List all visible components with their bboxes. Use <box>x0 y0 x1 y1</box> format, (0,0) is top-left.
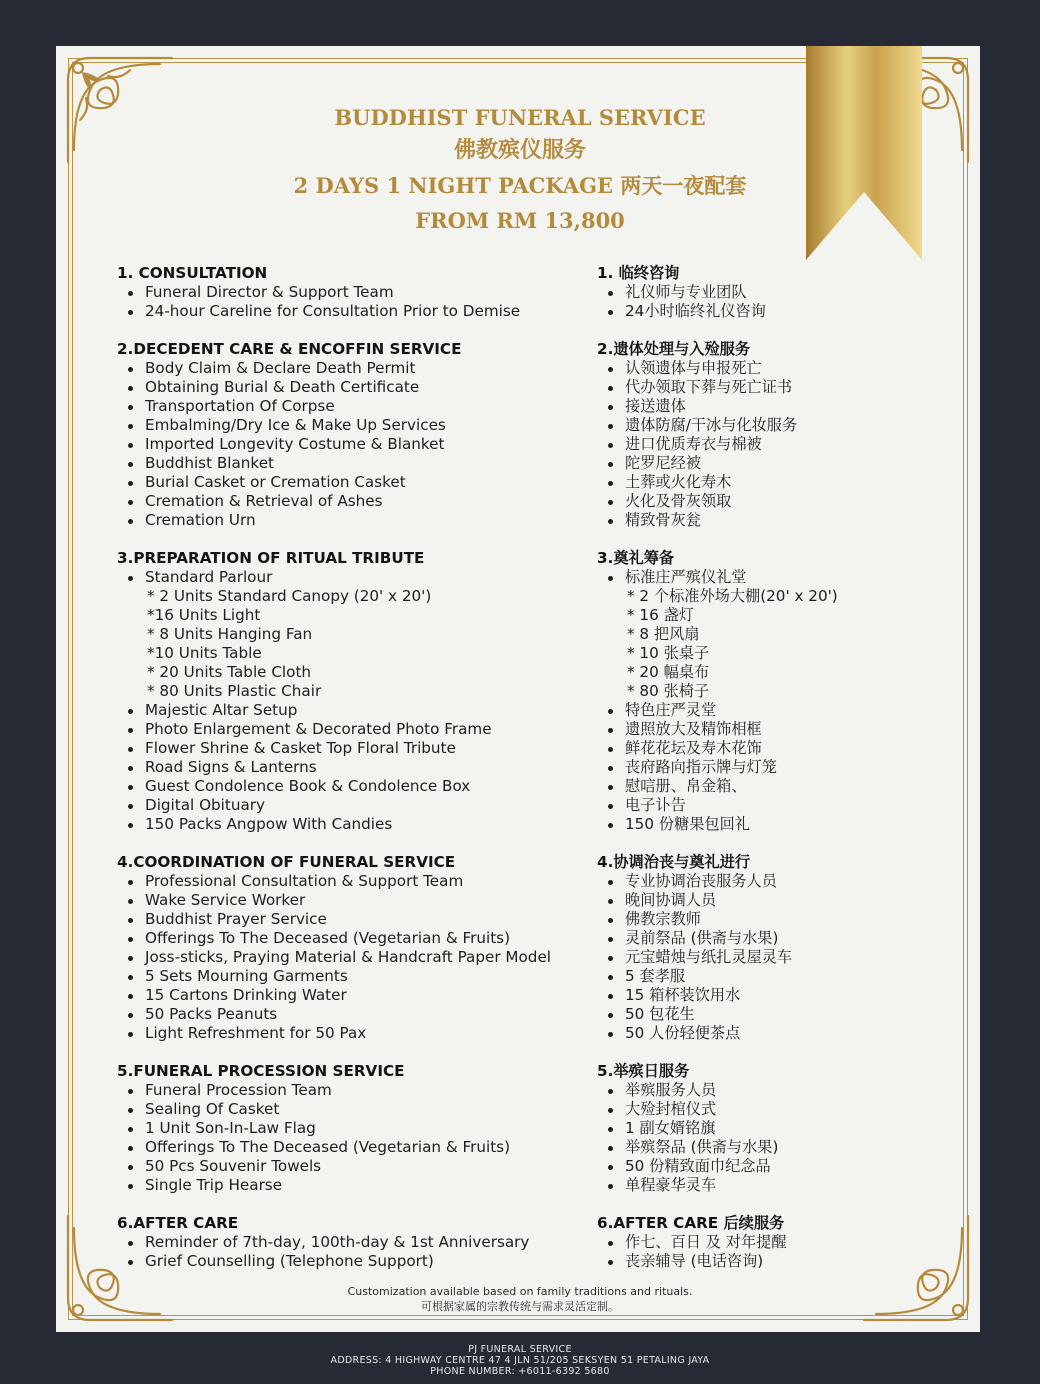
list-item: 标准庄严殡仪礼堂 <box>597 568 897 587</box>
section-list <box>117 283 597 321</box>
list-item: 50 份精致面巾纪念品 <box>597 1157 897 1176</box>
package-section <box>117 264 597 321</box>
list-item: 慰唁册、帛金箱、 <box>597 777 897 796</box>
section-list <box>117 359 597 530</box>
list-item: 遗照放大及精饰相框 <box>597 720 897 739</box>
list-item: 电子讣告 <box>597 796 897 815</box>
package-price: FROM RM 13,800 <box>415 208 625 233</box>
list-item: Professional Consultation & Support Team <box>117 872 597 891</box>
list-item: 遗体防腐/干冰与化妆服务 <box>597 416 897 435</box>
list-item: Guest Condolence Book & Condolence Box <box>117 777 597 796</box>
section-title: 2.DECEDENT CARE & ENCOFFIN SERVICE <box>117 340 462 358</box>
list-item: 150 Packs Angpow With Candies <box>117 815 597 834</box>
section-list <box>597 283 897 321</box>
list-item: 进口优质寿衣与棉被 <box>597 435 897 454</box>
package-section <box>117 853 597 1043</box>
list-item: 1 副女婿铭旗 <box>597 1119 897 1138</box>
list-item: 1 Unit Son-In-Law Flag <box>117 1119 597 1138</box>
section-title: 6.AFTER CARE <box>117 1214 239 1232</box>
list-item: 50 Pcs Souvenir Towels <box>117 1157 597 1176</box>
section-list <box>597 568 897 834</box>
list-item: Cremation & Retrieval of Ashes <box>117 492 597 511</box>
list-item: 单程豪华灵车 <box>597 1176 897 1195</box>
package-section <box>117 1214 597 1271</box>
list-item: Obtaining Burial & Death Certificate <box>117 378 597 397</box>
list-item: Majestic Altar Setup <box>117 701 597 720</box>
list-item: 50 人份轻便茶点 <box>597 1024 897 1043</box>
list-item: 土葬或火化寿木 <box>597 473 897 492</box>
list-item: 丧府路向指示牌与灯笼 <box>597 758 897 777</box>
section-list <box>117 568 597 834</box>
sub-list-item: * 80 Units Plastic Chair <box>147 682 322 700</box>
section-list <box>597 872 897 1043</box>
section-list <box>117 1233 597 1271</box>
sub-list-item: * 2 个标准外场大棚(20' x 20') <box>627 587 838 605</box>
list-item: 丧亲辅导 (电话咨询) <box>597 1252 897 1271</box>
package-section <box>597 340 897 530</box>
list-item: 精致骨灰瓮 <box>597 511 897 530</box>
section-title: 3.PREPARATION OF RITUAL TRIBUTE <box>117 549 425 567</box>
list-item: 接送遗体 <box>597 397 897 416</box>
list-item: 举殡服务人员 <box>597 1081 897 1100</box>
section-title: 6.AFTER CARE 后续服务 <box>597 1214 785 1232</box>
section-list <box>597 1233 897 1271</box>
package-section <box>597 1062 897 1195</box>
english-column <box>117 264 597 1290</box>
list-item: Imported Longevity Costume & Blanket <box>117 435 597 454</box>
sub-list-item: *16 Units Light <box>147 606 261 624</box>
sub-list-item: * 2 Units Standard Canopy (20' x 20') <box>147 587 432 605</box>
list-item: 作七、百日 及 对年提醒 <box>597 1233 897 1252</box>
list-item: Funeral Director & Support Team <box>117 283 597 302</box>
list-item: 专业协调治丧服务人员 <box>597 872 897 891</box>
list-item: Offerings To The Deceased (Vegetarian & Fruits) <box>117 929 597 948</box>
sub-list-item: * 16 盏灯 <box>627 606 694 624</box>
list-item: 大殓封棺仪式 <box>597 1100 897 1119</box>
company-address: ADDRESS: 4 HIGHWAY CENTRE 47 4 JLN 51/205 SEKSYEN 51 PETALING JAYA <box>330 1355 710 1366</box>
sub-list-item: * 20 幅桌布 <box>627 663 710 681</box>
list-item: 认领遗体与申报死亡 <box>597 359 897 378</box>
list-item: 火化及骨灰领取 <box>597 492 897 511</box>
list-item: Single Trip Hearse <box>117 1176 597 1195</box>
section-title: 4.协调治丧与奠礼进行 <box>597 853 751 871</box>
list-item: 5 Sets Mourning Garments <box>117 967 597 986</box>
list-item: Embalming/Dry Ice & Make Up Services <box>117 416 597 435</box>
list-item: 陀罗尼经被 <box>597 454 897 473</box>
section-title: 3.奠礼筹备 <box>597 549 675 567</box>
list-item: 晚间协调人员 <box>597 891 897 910</box>
list-item: Flower Shrine & Casket Top Floral Tribute <box>117 739 597 758</box>
list-item: Buddhist Prayer Service <box>117 910 597 929</box>
package-section <box>117 549 597 834</box>
footer <box>0 1344 1040 1377</box>
list-item: 24-hour Careline for Consultation Prior to Demise <box>117 302 597 321</box>
list-item: 24小时临终礼仪咨询 <box>597 302 897 321</box>
list-item: 礼仪师与专业团队 <box>597 283 897 302</box>
list-item: 元宝蜡烛与纸扎灵屋灵车 <box>597 948 897 967</box>
section-list <box>597 359 897 530</box>
package-name: 2 DAYS 1 NIGHT PACKAGE 两天一夜配套 <box>293 173 747 198</box>
list-item: 佛教宗教师 <box>597 910 897 929</box>
section-title: 1. 临终咨询 <box>597 264 680 282</box>
list-item: 代办领取下葬与死亡证书 <box>597 378 897 397</box>
list-item: Wake Service Worker <box>117 891 597 910</box>
sub-list-item: * 8 把风扇 <box>627 625 700 643</box>
package-section <box>117 1062 597 1195</box>
sub-list-item: * 20 Units Table Cloth <box>147 663 312 681</box>
title-zh: 佛教殡仪服务 <box>453 138 586 163</box>
list-item: 150 份糖果包回礼 <box>597 815 897 834</box>
list-item: Burial Casket or Cremation Casket <box>117 473 597 492</box>
list-item: 举殡祭品 (供斋与水果) <box>597 1138 897 1157</box>
package-section <box>597 853 897 1043</box>
package-section <box>117 340 597 530</box>
list-item: Body Claim & Declare Death Permit <box>117 359 597 378</box>
list-item: 鲜花花坛及寿木花饰 <box>597 739 897 758</box>
list-item: Cremation Urn <box>117 511 597 530</box>
list-item: 5 套孝服 <box>597 967 897 986</box>
list-item: Joss-sticks, Praying Material & Handcraft Paper Model <box>117 948 597 967</box>
list-item: 特色庄严灵堂 <box>597 701 897 720</box>
list-item: Reminder of 7th-day, 100th-day & 1st Anniversary <box>117 1233 597 1252</box>
list-item: Sealing Of Casket <box>117 1100 597 1119</box>
list-item: Digital Obituary <box>117 796 597 815</box>
section-list <box>117 1081 597 1195</box>
sub-list-item: * 10 张桌子 <box>627 644 710 662</box>
package-section <box>597 264 897 321</box>
chinese-column <box>597 264 897 1290</box>
list-item: Offerings To The Deceased (Vegetarian & Fruits) <box>117 1138 597 1157</box>
section-list <box>117 872 597 1043</box>
list-item: Grief Counselling (Telephone Support) <box>117 1252 597 1271</box>
list-item: Standard Parlour <box>117 568 597 587</box>
list-item: 50 包花生 <box>597 1005 897 1024</box>
customization-note <box>0 1284 1040 1314</box>
section-title: 4.COORDINATION OF FUNERAL SERVICE <box>117 853 456 871</box>
section-title: 5.FUNERAL PROCESSION SERVICE <box>117 1062 405 1080</box>
section-list <box>597 1081 897 1195</box>
package-section <box>597 549 897 834</box>
note-en: Customization available based on family traditions and rituals. <box>347 1285 693 1298</box>
header <box>0 102 1040 238</box>
list-item: Funeral Procession Team <box>117 1081 597 1100</box>
company-phone: PHONE NUMBER: +6011-6392 5680 <box>430 1366 610 1377</box>
list-item: 50 Packs Peanuts <box>117 1005 597 1024</box>
list-item: Transportation Of Corpse <box>117 397 597 416</box>
list-item: 15 Cartons Drinking Water <box>117 986 597 1005</box>
company-name: PJ FUNERAL SERVICE <box>468 1344 572 1355</box>
list-item: 15 箱杯装饮用水 <box>597 986 897 1005</box>
list-item: Buddhist Blanket <box>117 454 597 473</box>
sub-list-item: *10 Units Table <box>147 644 262 662</box>
list-item: 灵前祭品 (供斋与水果) <box>597 929 897 948</box>
section-title: 1. CONSULTATION <box>117 264 268 282</box>
sub-list-item: * 8 Units Hanging Fan <box>147 625 313 643</box>
list-item: Photo Enlargement & Decorated Photo Frame <box>117 720 597 739</box>
section-title: 5.举殡日服务 <box>597 1062 690 1080</box>
sub-list-item: * 80 张椅子 <box>627 682 710 700</box>
list-item: Road Signs & Lanterns <box>117 758 597 777</box>
note-zh: 可根据家属的宗教传统与需求灵活定制。 <box>421 1300 619 1313</box>
list-item: Light Refreshment for 50 Pax <box>117 1024 597 1043</box>
title-en: BUDDHIST FUNERAL SERVICE <box>334 105 706 130</box>
section-title: 2.遗体处理与入殓服务 <box>597 340 751 358</box>
package-section <box>597 1214 897 1271</box>
